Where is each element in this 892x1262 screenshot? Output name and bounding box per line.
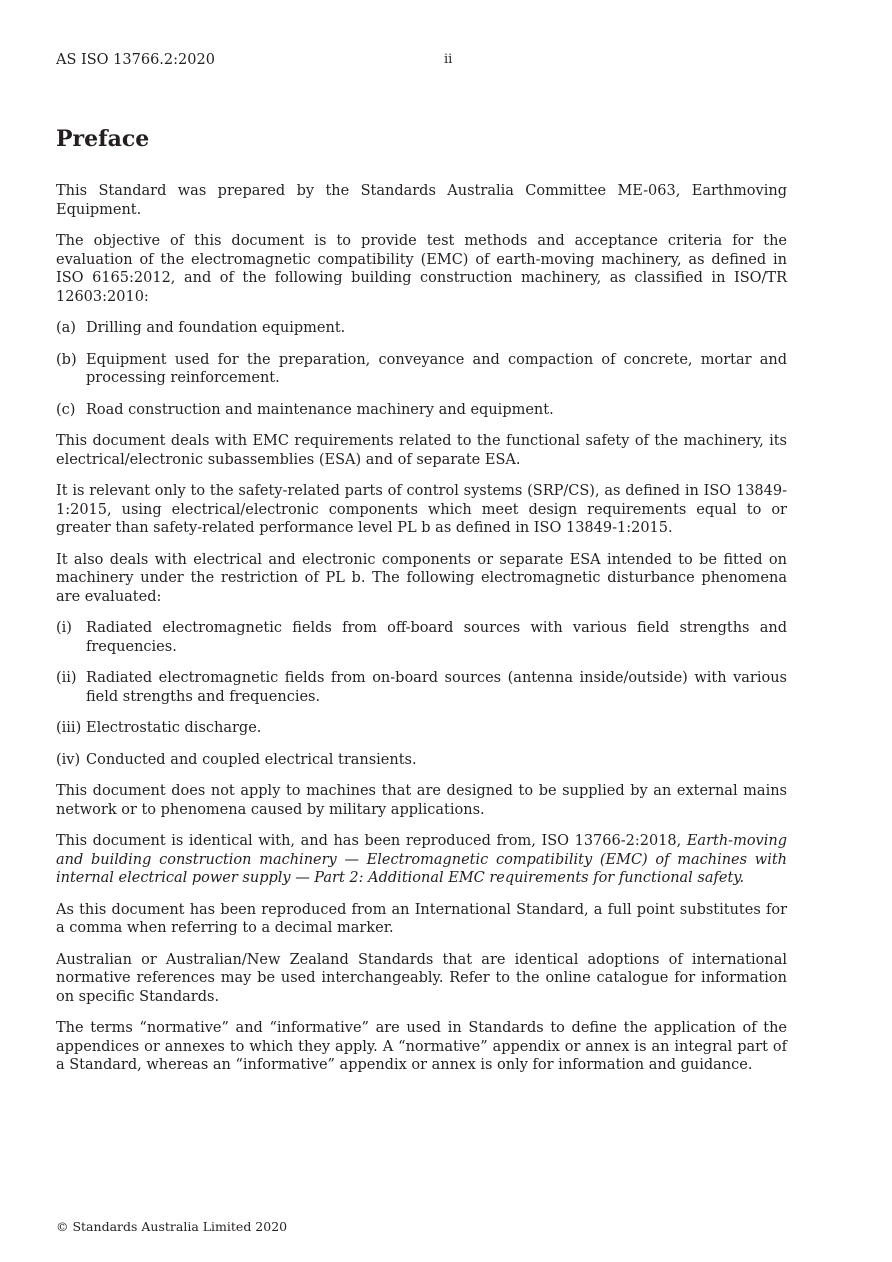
- list-item: [56, 719, 787, 738]
- list-marker: (b): [56, 351, 77, 368]
- paragraph: This document deals with EMC requirements related to the functional safety of the machinery, its electrical/electronic subassemblies (ESA) and of separate ESA.: [56, 433, 787, 468]
- paragraph: This Standard was prepared by the Standards Australia Committee ME-063, Earthmoving Equipment.: [56, 183, 787, 218]
- reference-title: Earth-moving and building construction machinery — Electromagnetic compatibility (EMC) of machines with internal electrical power supply — Part 2: Additional EMC requirements for functional safety.: [56, 833, 787, 886]
- list-marker: (c): [56, 401, 76, 418]
- list-marker: (i): [56, 620, 72, 636]
- list-item: [56, 751, 787, 770]
- list-marker: (ii): [56, 670, 77, 686]
- list-item-text: Electrostatic discharge.: [86, 720, 262, 736]
- page-title: Preface: [56, 126, 150, 152]
- list-marker: (iii): [56, 720, 82, 736]
- list-item-text: Equipment used for the preparation, conveyance and compaction of concrete, mortar and processing reinforcement.: [86, 351, 787, 386]
- copyright-footer: © Standards Australia Limited 2020: [56, 1219, 288, 1234]
- list-item-text: Conducted and coupled electrical transients.: [86, 751, 417, 768]
- paragraph: The terms “normative” and “informative” are used in Standards to define the application of the appendices or annexes to which they apply. A “normative” appendix or annex is an integral part of a Standard, whereas an “informative” appendix or annex is only for information and guidance.: [56, 1020, 787, 1073]
- paragraph: It is relevant only to the safety-related parts of control systems (SRP/CS), as defined in ISO 13849-1:2015, using electrical/electronic components which meet design requirements equal to or greater than safety-related performance level PL b as defined in ISO 13849-1:2015.: [56, 483, 787, 536]
- paragraph: [56, 832, 787, 888]
- paragraph: The objective of this document is to provide test methods and acceptance criteria for the evaluation of the electromagnetic compatibility (EMC) of earth-moving machinery, as defined in ISO 6165:2012, and of the following building construction machinery, as classified in ISO/TR 12603:2010:: [56, 233, 787, 305]
- paragraph: Australian or Australian/New Zealand Standards that are identical adoptions of international normative references may be used interchangeably. Refer to the online catalogue for information on specific Standards.: [56, 951, 787, 1005]
- list-item: [56, 619, 787, 656]
- list-item-text: Radiated electromagnetic fields from off-board sources with various field strengths and frequencies.: [86, 620, 787, 655]
- list-item-text: Road construction and maintenance machinery and equipment.: [86, 401, 554, 418]
- paragraph: It also deals with electrical and electronic components or separate ESA intended to be fitted on machinery under the restriction of PL b. The following electromagnetic disturbance phenomena are evaluated:: [56, 551, 787, 605]
- page-number: ii: [444, 52, 453, 67]
- list-item: [56, 669, 787, 706]
- paragraph-text: This document is identical with, and has been reproduced from, ISO 13766-2:2018,: [56, 833, 687, 849]
- document-body: [56, 124, 787, 1088]
- paragraph: This document does not apply to machines that are designed to be supplied by an external mains network or to phenomena caused by military applications.: [56, 783, 787, 818]
- document-id: AS ISO 13766.2:2020: [56, 52, 215, 68]
- paragraph: As this document has been reproduced from an International Standard, a full point substitutes for a comma when referring to a decimal marker.: [56, 901, 787, 936]
- list-item: [56, 319, 787, 338]
- list-item: [56, 351, 787, 388]
- list-item-text: Radiated electromagnetic fields from on-board sources (antenna inside/outside) with various field strengths and frequencies.: [86, 670, 787, 705]
- list-item: [56, 401, 787, 420]
- list-item-text: Drilling and foundation equipment.: [86, 320, 346, 336]
- list-marker: (a): [56, 320, 76, 336]
- list-marker: (iv): [56, 751, 81, 768]
